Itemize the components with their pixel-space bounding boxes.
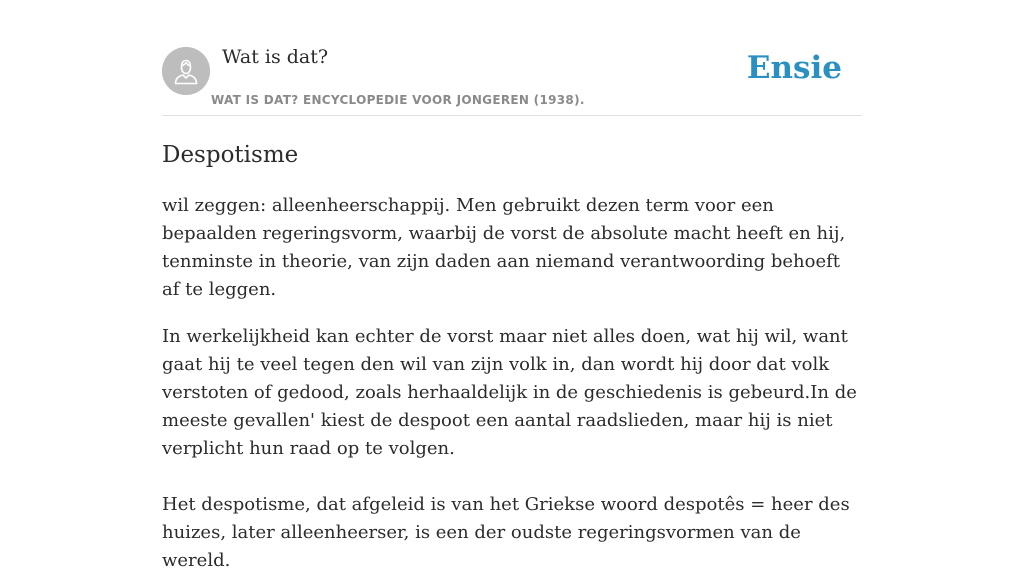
article-paragraph: In werkelijkheid kan echter de vorst maar niet alles doen, wat hij wil, want gaat hij te veel tegen den wil van zijn volk in, dan wordt hij door dat volk verstoten of gedood, zoals herhaaldelijk in de geschiedenis is gebeurd.In de meeste gevallen' kiest de despoot een aantal raadslieden, maar hij is niet verplicht hun raad op te volgen.	[162, 326, 857, 459]
content-column	[162, 0, 862, 575]
source-header	[162, 0, 862, 116]
user-silhouette-icon[interactable]	[162, 47, 210, 95]
source-subtitle: WAT IS DAT? ENCYCLOPEDIE VOOR JONGEREN (1938).	[211, 93, 585, 107]
article-title: Despotisme	[162, 142, 299, 168]
article-paragraph: Het despotisme, dat afgeleid is van het Griekse woord despotês = heer des huizes, later alleenheerser, is een der oudste regeringsvormen van de wereld.	[162, 494, 850, 571]
article-paragraph: wil zeggen: alleenheerschappij. Men gebruikt dezen term voor een bepaalden regeringsvorm, waarbij de vorst de absolute macht heeft en hij, tenminste in theorie, van zijn daden aan niemand verantwoording behoeft af te leggen.	[162, 195, 846, 300]
source-title[interactable]: Wat is dat?	[222, 46, 329, 68]
ensie-logo[interactable]: Ensie	[746, 50, 842, 86]
